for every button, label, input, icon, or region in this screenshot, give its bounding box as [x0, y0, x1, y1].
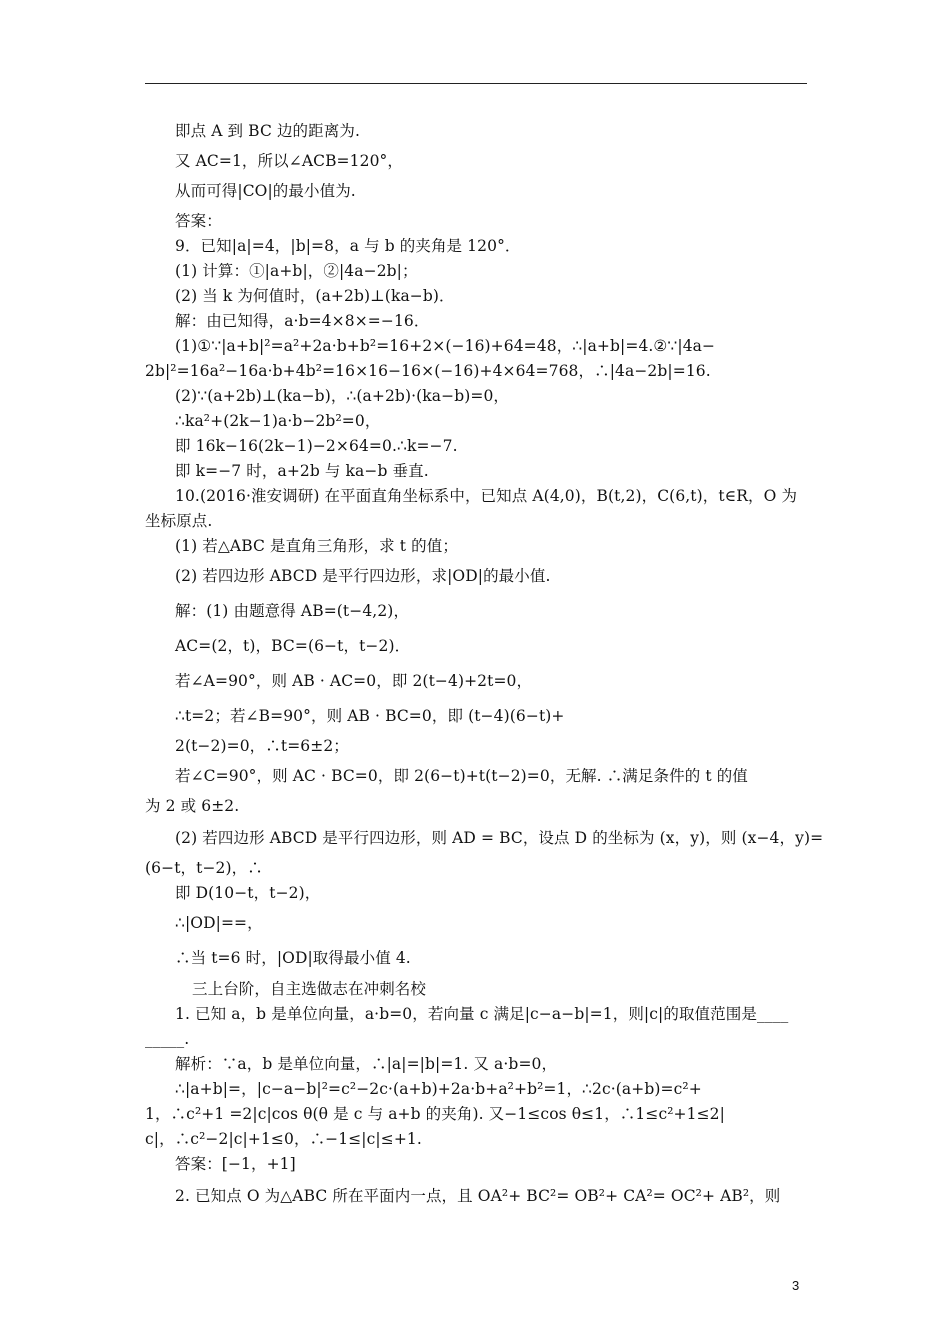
text-line: 即 D(10−t，t−2)， — [175, 884, 321, 902]
text-line: 即 16k−16(2k−1)−2×64=0.∴k=−7. — [175, 437, 458, 455]
header-rule — [145, 83, 807, 84]
text-line: 解：由已知得，a·b=4×8×=−16． — [175, 312, 430, 330]
text-line: 答案： — [175, 212, 222, 230]
text-line: 即 k=−7 时，a+2b 与 ka−b 垂直. — [175, 462, 429, 480]
text-line: 解：(1) 由题意得 AB=(t−4,2)， — [175, 602, 410, 620]
text-line: ∴|OD|==， — [175, 914, 263, 932]
text-line: 1. 已知 a，b 是单位向量，a·b=0，若向量 c 满足|c−a−b|=1，则|c|的取值范围是____ — [175, 1005, 789, 1023]
page-number: 3 — [792, 1278, 800, 1293]
text-line: c|，∴c²−2|c|+1≤0，∴−1≤|c|≤+1. — [145, 1130, 422, 1148]
text-line: (2) 若四边形 ABCD 是平行四边形，求|OD|的最小值. — [175, 567, 551, 585]
text-line: 答案：[−1，+1] — [175, 1155, 296, 1173]
section-heading: 三上台阶，自主选做志在冲刺名校 — [192, 980, 427, 998]
text-line: 又 AC=1，所以∠ACB=120°， — [175, 152, 403, 170]
text-line: (2) 当 k 为何值时，(a+2b)⊥(ka−b)． — [175, 287, 455, 305]
text-line: ∴t=2；若∠B=90°，则 AB · BC=0，即 (t−4)(6−t)+ — [175, 707, 565, 725]
text-line: 解析：∵a，b 是单位向量，∴|a|=|b|=1. 又 a·b=0， — [175, 1055, 558, 1073]
text-line: 坐标原点. — [145, 512, 213, 530]
text-line: 从而可得|CO|的最小值为. — [175, 182, 356, 200]
text-line: ∴当 t=6 时，|OD|取得最小值 4. — [175, 949, 411, 967]
text-line: 即点 A 到 BC 边的距离为. — [175, 122, 360, 140]
text-line: 2(t−2)=0，∴t=6±2； — [175, 737, 349, 755]
text-line: 若∠A=90°，则 AB · AC=0，即 2(t−4)+2t=0， — [175, 672, 533, 690]
text-line: 2b|²=16a²−16a·b+4b²=16×16−16×(−16)+4×64=768，∴|4a−2b|=16. — [145, 362, 711, 380]
text-line: 若∠C=90°，则 AC · BC=0，即 2(6−t)+t(t−2)=0，无解. ∴满足条件的 t 的值 — [175, 767, 748, 785]
text-line: 为 2 或 6±2. — [145, 797, 240, 815]
text-line: 9．已知|a|=4，|b|=8，a 与 b 的夹角是 120°． — [175, 237, 521, 255]
text-line: 10.(2016·淮安调研) 在平面直角坐标系中，已知点 A(4,0)，B(t,2)，C(6,t)，t∈R，O 为 — [175, 487, 798, 505]
text-line: (2) 若四边形 ABCD 是平行四边形，则 AD = BC，设点 D 的坐标为 (x，y)，则 (x−4，y)= — [175, 829, 824, 847]
text-line: (6−t，t−2)，∴ — [145, 859, 263, 877]
text-line: (2)∵(a+2b)⊥(ka−b)，∴(a+2b)·(ka−b)=0， — [175, 387, 510, 405]
text-line: (1) 计算：①|a+b|，②|4a−2b|； — [175, 262, 418, 280]
text-line: _____. — [145, 1030, 190, 1048]
text-line: AC=(2，t)，BC=(6−t，t−2)． — [175, 637, 411, 655]
text-line: (1) 若△ABC 是直角三角形，求 t 的值； — [175, 537, 458, 555]
text-line: 2. 已知点 O 为△ABC 所在平面内一点，且 OA²+ BC²= OB²+ CA²= OC²+ AB²，则 — [175, 1187, 781, 1205]
text-line: 1，∴c²+1 =2|c|cos θ(θ 是 c 与 a+b 的夹角). 又−1≤cos θ≤1，∴1≤c²+1≤2| — [145, 1105, 725, 1123]
text-line: ∴ka²+(2k−1)a·b−2b²=0， — [175, 412, 381, 430]
text-line: ∴|a+b|=，|c−a−b|²=c²−2c·(a+b)+2a·b+a²+b²=1，∴2c·(a+b)=c²+ — [175, 1080, 702, 1098]
text-line: (1)①∵|a+b|²=a²+2a·b+b²=16+2×(−16)+64=48，∴|a+b|=4.②∵|4a− — [175, 337, 716, 355]
